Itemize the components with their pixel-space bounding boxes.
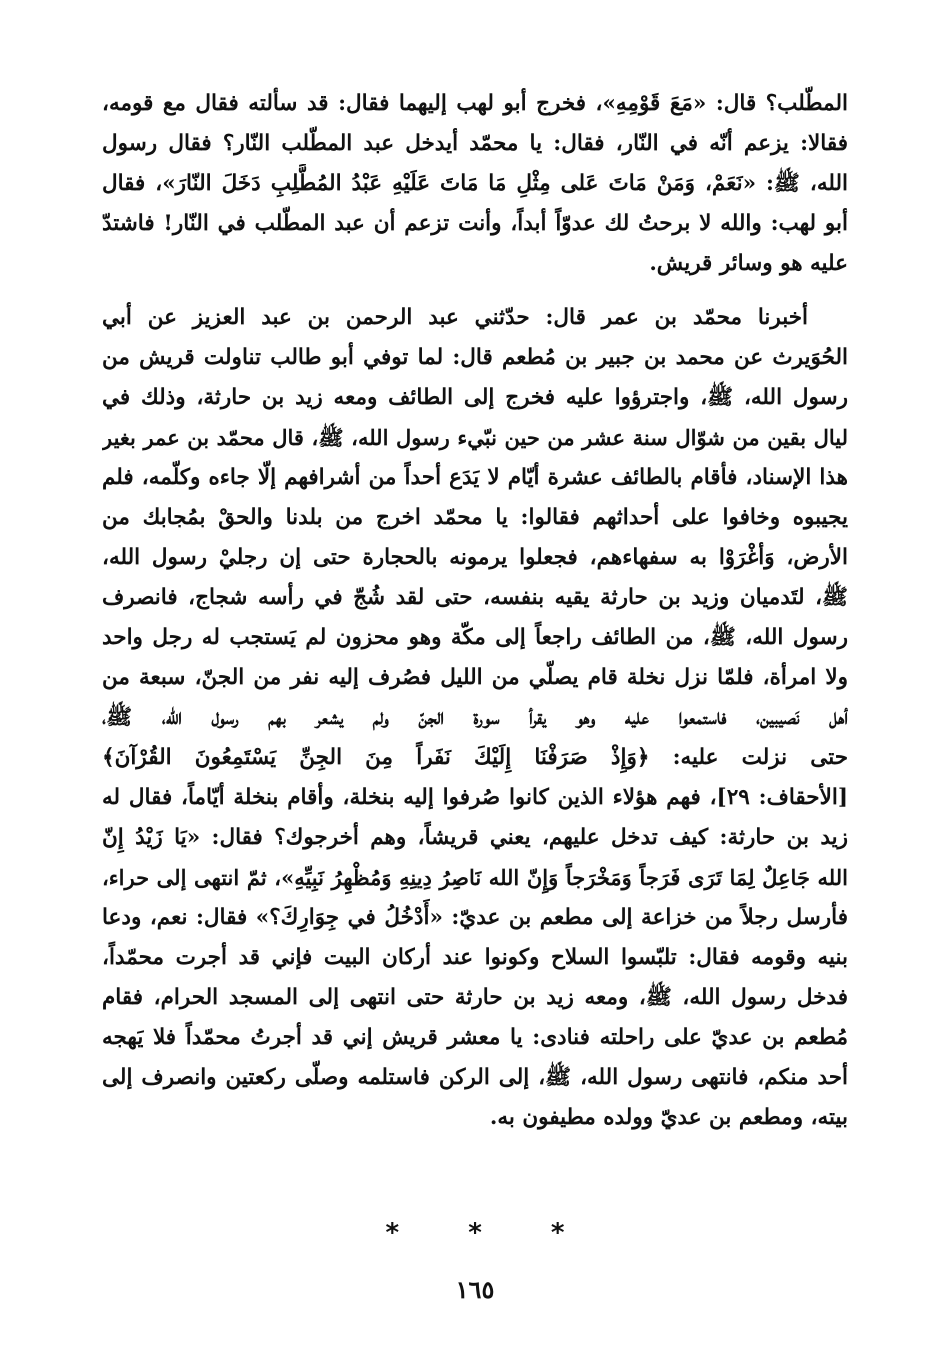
text-line: فدخل رسول الله، ﷺ، ومعه زيد بن حارثة حتى انتهى إلى المسجد الحرام، فقام (102, 985, 848, 1010)
paragraph-2 (102, 298, 848, 1138)
paragraph-1 (102, 84, 848, 284)
text-line: الله جَاعِلٌ لِمَا تَرَى فَرَجاً وَمَخْرَجاً وَإِنّ الله نَاصِرُ دِينِهِ وَمُظْهِرُ نَبِيِّهِ»، ثمّ انتهى إلى حراء، (102, 865, 848, 890)
asterisk-icon: * (385, 1218, 400, 1248)
text-line: رسول الله، ﷺ، من الطائف راجعاً إلى مكّة وهو محزون لم يَستجب له رجل واحد (102, 625, 848, 650)
text-line: الحُوَيرث عن محمد بن جبير بن مُطعم قال: لما توفي أبو طالب تناولت قريش من (102, 345, 848, 370)
page-number: ١٦٥ (455, 1275, 495, 1304)
quran-verse-line: حتى نزلت عليه: ﴿وَإِذْ صَرَفْنَا إِلَيْكَ نَفَراً مِنَ الجِنِّ يَسْتَمِعُونَ القُرْآنَ﴾ (102, 745, 848, 770)
text-line: بيته، ومطعم بن عديّ وولده مطيفون به. (489, 1105, 848, 1130)
text-line: ﷺ، لتَدميان وزيد بن حارثة يقيه بنفسه، حتى لقد شُجّ في رأسه شجاج، فانصرف (102, 585, 848, 610)
text-line: أبو لهب: والله لا برحتُ لك عدوّاً أبداً، وأنت تزعم أن عبد المطّلب في النّار! فاشتدّ (102, 211, 848, 236)
page-body (102, 84, 848, 1138)
text-line: رسول الله، ﷺ، واجترؤوا عليه فخرج إلى الطائف ومعه زيد بن حارثة، وذلك في (102, 385, 848, 410)
text-line: أخبرنا محمّد بن عمر قال: حدّثني عبد الرحمن بن عبد العزيز عن أبي (102, 305, 808, 330)
text-line: زيد بن حارثة: كيف تدخل عليهم، يعني قريشاً، وهم أخرجوك؟ فقال: «يَا زَيْدُ إِنّ (102, 825, 848, 850)
text-line: مُطعم بن عديّ على راحلته فنادى: يا معشر قريش إني قد أجرتُ محمّداً فلا يَهجه (102, 1025, 848, 1050)
text-line: أحد منكم، فانتهى رسول الله، ﷺ، إلى الركن فاستلمه وصلّى ركعتين وانصرف إلى (102, 1065, 848, 1090)
section-separator (0, 1218, 950, 1248)
text-line: ليال بقين من شوّال سنة عشر من حين نبّيء رسول الله، ﷺ، قال محمّد بن عمر بغير (102, 425, 848, 450)
paragraph-gap (102, 284, 848, 298)
text-line: فأرسل رجلاً من خزاعة إلى مطعم بن عديّ: «أَدْخُلُ في جِوَارِكَ؟» فقال: نعم، ودعا (102, 905, 848, 930)
text-line: أهل نَصيبين، فاستمعوا عليه وهو يقرأ سورة الجنّ ولم يشعر بهم رسول الله، ﷺ، (102, 705, 848, 730)
text-line: المطّلب؟ قال: «مَعَ قَوْمِهِ»، فخرج أبو لهب إليهما فقال: قد سألته فقال مع قومه، (102, 91, 848, 116)
asterisk-icon: * (468, 1218, 482, 1248)
text-line: عليه هو وسائر قريش. (649, 251, 848, 276)
asterisk-icon: * (550, 1218, 565, 1248)
text-line: فقالا: يزعم أنّه في النّار، فقال: يا محمّد أيدخل عبد المطّلب النّار؟ فقال رسول (102, 131, 848, 156)
text-line: هذا الإسناد، فأقام بالطائف عشرة أيّام لا يَدَع أحداً من أشرافهم إلّا جاءه وكلّمه، فلم (102, 465, 848, 490)
text-line: الأرض، وَأغْرَوْا به سفهاءهم، فجعلوا يرمونه بالحجارة حتى إن رجليْ رسول الله، (102, 545, 848, 570)
text-line: بنيه وقومه فقال: تلبّسوا السلاح وكونوا عند أركان البيت فإني قد أجرت محمّداً، (102, 945, 848, 970)
text-line: ولا امرأة، فلمّا نزل نخلة قام يصلّي من الليل فصُرف إليه نفر من الجنّ، سبعة من (102, 665, 848, 690)
text-line: [الأحقاف: ٢٩]، فهم هؤلاء الذين كانوا صُرفوا إليه بنخلة، وأقام بنخلة أيّاماً، فقال له (102, 785, 848, 810)
text-line: الله، ﷺ: «نَعَمْ، وَمَنْ مَاتَ عَلى مِثْلِ مَا مَاتَ عَلَيْهِ عَبْدُ المُطَّلِبِ دَخَلَ النّارَ»، فقال (102, 171, 848, 196)
text-line: يجيبوه وخافوا على أحداثهم فقالوا: يا محمّد اخرج من بلدنا والحقْ بمُجابك من (102, 505, 848, 530)
